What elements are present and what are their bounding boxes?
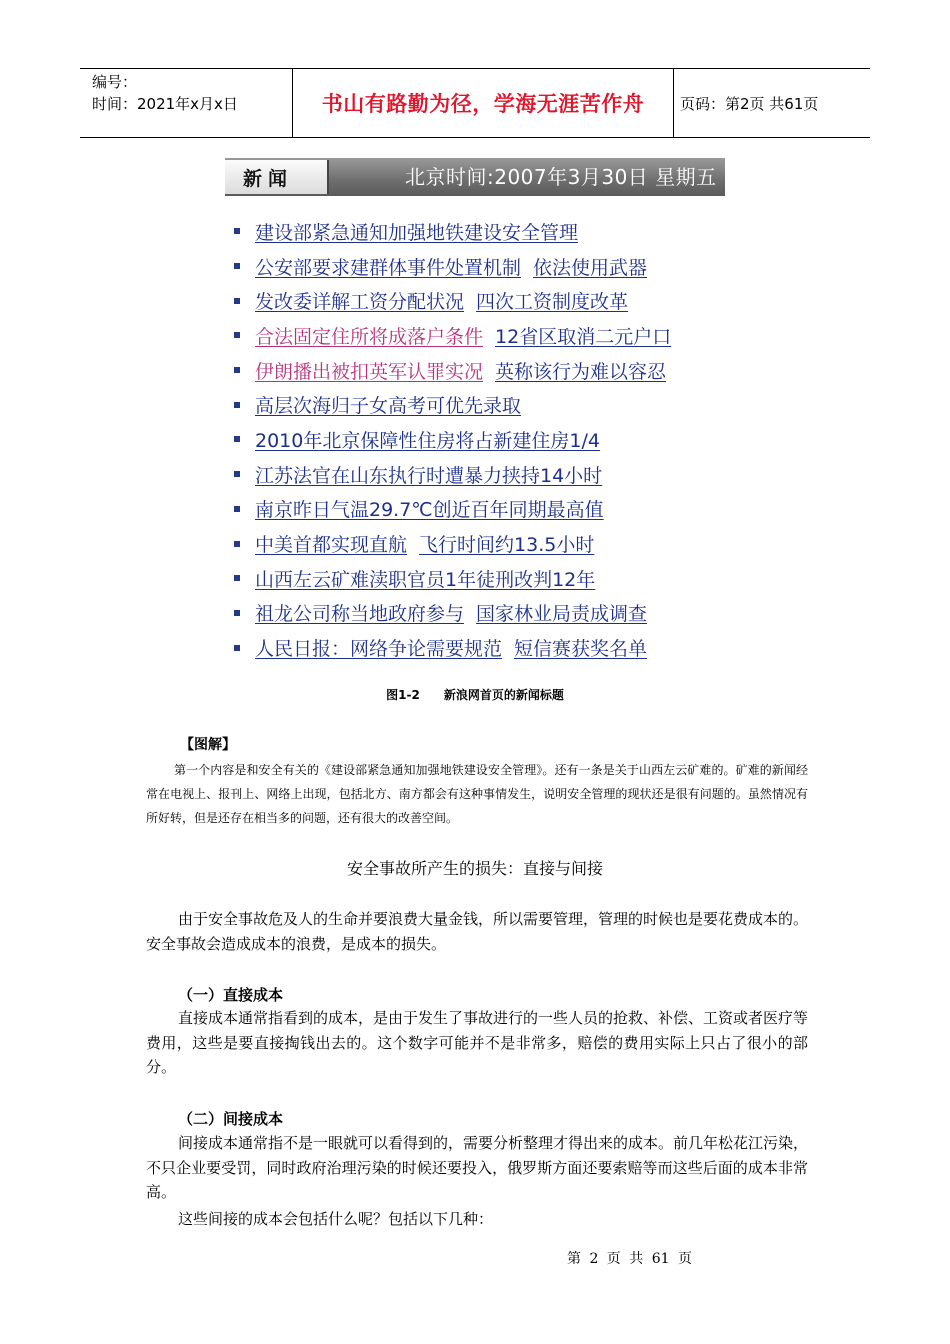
news-figure [225,158,725,668]
page-footer: 第 2 页 共 61 页 [567,1251,692,1267]
section-title: 安全事故所产生的损失：直接与间接 [346,859,603,878]
news-item [225,457,671,492]
bullet-icon [234,506,240,512]
news-link[interactable]: 合法固定住所将成落户条件 [255,325,484,348]
indirect-cost-heading: （二）间接成本 [178,1110,284,1128]
bullet-icon [234,645,240,651]
news-link[interactable]: 祖龙公司称当地政府参与 [255,603,465,626]
news-link[interactable]: 依法使用武器 [533,256,648,279]
news-header-bar [225,158,725,196]
direct-cost-heading: （一）直接成本 [178,986,284,1004]
news-link[interactable]: 人民日报：网络争论需要规范 [255,638,503,661]
news-item [225,526,671,561]
news-item [225,283,671,318]
news-item [225,387,671,422]
bullet-icon [234,541,240,547]
bullet-icon [234,402,240,408]
indirect-cost-paragraph: 间接成本通常指不是一眼就可以看得到的，需要分析整理才得出来的成本。前几年松花江污染，不只企业要受罚，同时政府治理污染的时候还要投入，俄罗斯方面还要索赔等而这些后面的成本非常高。 [146,1134,809,1201]
news-link[interactable]: 飞行时间约13.5小时 [419,534,595,557]
bullet-icon [234,471,240,477]
news-link[interactable]: 建设部紧急通知加强地铁建设安全管理 [255,221,579,244]
bullet-icon [234,575,240,581]
caption-number: 图1-2 [386,688,420,702]
figure-caption [0,686,950,703]
bullet-icon [234,298,240,304]
caption-text: 新浪网首页的新闻标题 [443,688,564,702]
tujie-label: 【图解】 [180,737,236,753]
header-page-info: 页码：第2页 共61页 [680,94,819,113]
news-item [225,318,671,353]
news-link[interactable]: 国家林业局责成调查 [476,603,648,626]
news-item [225,422,671,457]
news-item [225,630,671,665]
header-table [80,68,870,138]
tujie-body: 第一个内容是和安全有关的《建设部紧急通知加强地铁建设安全管理》。还有一条是关于山西左云矿难的。矿难的新闻经常在电视上、报刊上、网络上出现，包括北方、南方都会有这种事情发生，说明安全管理的现状还是很有问题的。虽然情况有所好转，但是还存在相当多的问题，还有很大的改善空间。 [146,763,808,825]
bullet-icon [234,228,240,234]
news-link[interactable]: 高层次海归子女高考可优先录取 [255,395,522,418]
direct-cost-paragraph: 直接成本通常指看到的成本，是由于发生了事故进行的一些人员的抢救、补偿、工资或者医疗等费用，这些是要直接掏钱出去的。这个数字可能并不是非常多，赔偿的费用实际上只占了很小的部分。 [146,1009,809,1076]
news-link[interactable]: 中美首都实现直航 [255,534,408,557]
news-item [225,353,671,388]
news-link[interactable]: 2010年北京保障性住房将占新建住房1/4 [255,429,600,452]
header-motto: 书山有路勤为径，学海无涯苦作舟 [293,69,674,137]
bullet-icon [234,367,240,373]
news-link[interactable]: 南京昨日气温29.7℃创近百年同期最高值 [255,499,604,522]
news-link[interactable]: 山西左云矿难渎职官员1年徒刑改判12年 [255,568,596,591]
news-link[interactable]: 江苏法官在山东执行时遭暴力挟持14小时 [255,464,603,487]
news-item [225,596,671,631]
news-item [225,561,671,596]
news-link[interactable]: 伊朗播出被扣英军认罪实况 [255,360,484,383]
bullet-icon [234,332,240,338]
news-link[interactable]: 四次工资制度改革 [476,291,629,314]
closing-paragraph: 这些间接的成本会包括什么呢？包括以下几种： [178,1210,494,1228]
bullet-icon [234,263,240,269]
date-label: 时间：2021年x月x日 [92,95,238,113]
news-link[interactable]: 发改委详解工资分配状况 [255,291,465,314]
news-tab[interactable]: 新闻 [225,160,329,194]
bullet-icon [234,436,240,442]
news-link[interactable]: 12省区取消二元户口 [495,325,672,348]
bullet-icon [234,610,240,616]
news-link[interactable]: 短信赛获奖名单 [514,638,648,661]
header-meta [80,69,293,137]
beijing-time: 北京时间:2007年3月30日 星期五 [405,165,717,189]
news-item [225,492,671,527]
news-list [225,214,671,665]
news-item [225,214,671,249]
number-label: 编号： [92,73,138,91]
intro-paragraph: 由于安全事故危及人的生命并要浪费大量金钱，所以需要管理，管理的时候也是要花费成本的。安全事故会造成成本的浪费，是成本的损失。 [146,910,809,953]
news-link[interactable]: 英称该行为难以容忍 [495,360,667,383]
news-link[interactable]: 公安部要求建群体事件处置机制 [255,256,522,279]
news-item [225,249,671,284]
